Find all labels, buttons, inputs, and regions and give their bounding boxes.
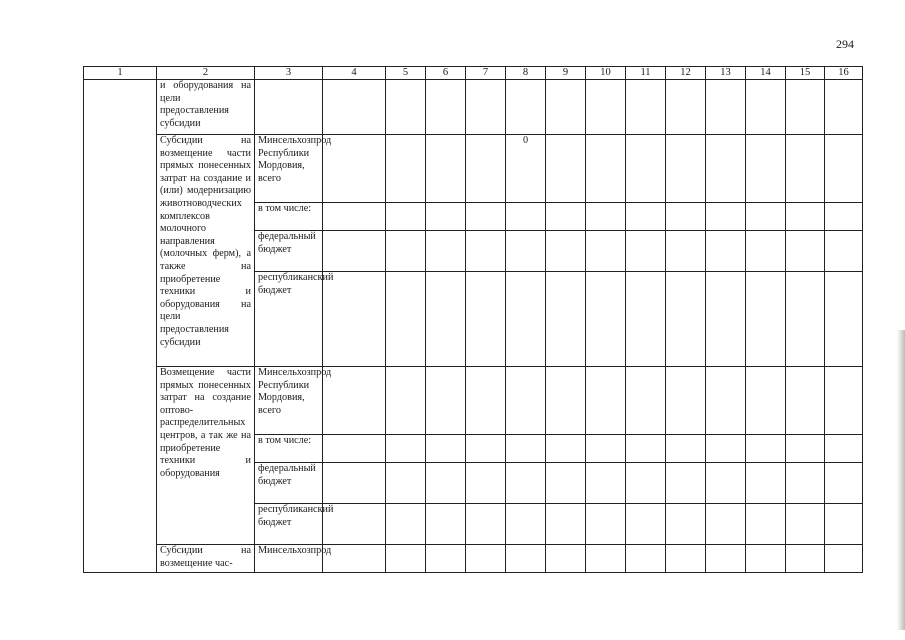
funding-source: федеральный бюджет — [255, 231, 323, 272]
scan-edge-shadow — [897, 330, 905, 630]
header-cell: 5 — [386, 67, 426, 80]
table-row — [84, 367, 863, 435]
header-cell: 16 — [825, 67, 863, 80]
funding-source: Минсельхозпрод — [255, 545, 323, 573]
measure-description: Субсидии на возмещение части прямых понесенных затрат на создание и (или) модернизацию животноводческих комплексов молочного направления (молочных ферм), а также на приобретение техники и оборудования на цели предоставления субсидии — [157, 135, 255, 367]
funding-source: республиканский бюджет — [255, 504, 323, 545]
table-row — [84, 135, 863, 203]
header-cell: 14 — [746, 67, 786, 80]
header-cell: 13 — [706, 67, 746, 80]
funding-source: в том числе: — [255, 203, 323, 231]
header-cell: 9 — [546, 67, 586, 80]
funding-source: Минсельхозпрод Республики Мордовия, всего — [255, 135, 323, 203]
value-cell: 0 — [506, 135, 546, 203]
header-cell: 8 — [506, 67, 546, 80]
funding-source: республиканский бюджет — [255, 272, 323, 367]
header-cell: 3 — [255, 67, 323, 80]
table-row — [84, 545, 863, 573]
header-cell: 7 — [466, 67, 506, 80]
header-cell: 1 — [84, 67, 157, 80]
header-row — [84, 67, 863, 80]
header-cell: 2 — [157, 67, 255, 80]
measure-description: Субсидии на возмещение час- — [157, 545, 255, 573]
funding-source: федеральный бюджет — [255, 463, 323, 504]
header-cell: 11 — [626, 67, 666, 80]
header-cell: 15 — [786, 67, 825, 80]
header-cell: 12 — [666, 67, 706, 80]
header-cell: 6 — [426, 67, 466, 80]
header-cell: 4 — [323, 67, 386, 80]
measure-description: и оборудования на цели предоставления субсидии — [157, 80, 255, 135]
funding-source: Минсельхозпрод Республики Мордовия, всего — [255, 367, 323, 435]
data-table — [83, 66, 863, 573]
page-number: 294 — [836, 37, 854, 51]
header-cell: 10 — [586, 67, 626, 80]
col1-cell — [84, 80, 157, 573]
measure-description: Возмещение части прямых понесенных затрат на создание оптово-распределительных центров, а так же на приобретение техники и оборудования — [157, 367, 255, 545]
funding-source: в том числе: — [255, 435, 323, 463]
table-row — [84, 80, 863, 135]
